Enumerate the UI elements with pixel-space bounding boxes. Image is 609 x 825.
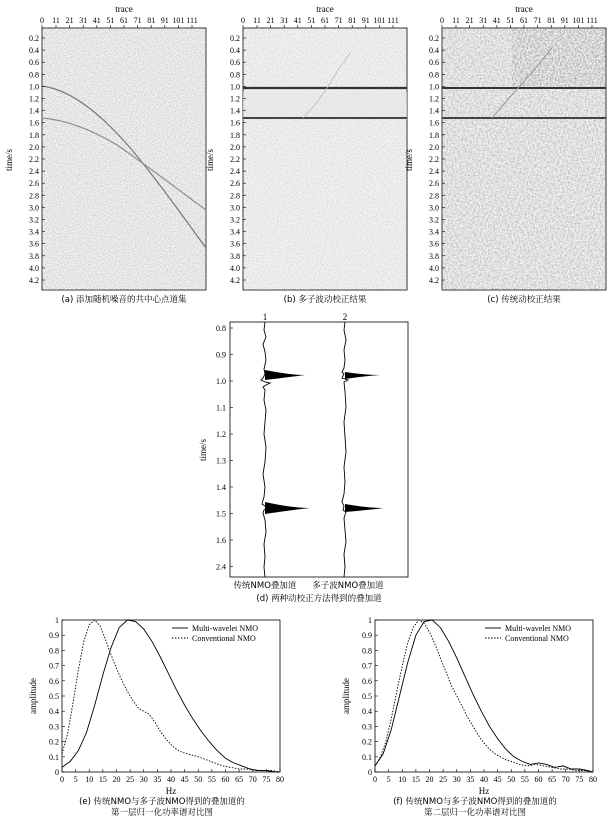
time-tick-label: 0.2 xyxy=(29,34,39,43)
time-tick-label: 4.0 xyxy=(429,263,439,273)
time-tick-label: 2.0 xyxy=(230,142,240,152)
x-tick-label: 40 xyxy=(480,775,488,784)
time-tick-label: 3.0 xyxy=(29,203,39,213)
y-tick-label: 0 xyxy=(55,768,59,777)
panel-e-caption-line2: 第一层归一化功率谱对比图 xyxy=(110,808,214,818)
time-tick-label: 4.0 xyxy=(230,263,240,273)
trace-tick-label: 31 xyxy=(280,16,289,25)
trace-tick-label: 61 xyxy=(120,16,128,25)
trace-tick-label: 101 xyxy=(572,16,585,25)
trace-tick-label: 41 xyxy=(293,16,302,25)
time-tick-label: 0.2 xyxy=(429,34,439,43)
time-tick-label: 3.4 xyxy=(29,227,39,237)
y-tick-labels xyxy=(362,616,372,777)
x-tick-label: 35 xyxy=(466,775,475,784)
trace-tick-label: 21 xyxy=(266,16,275,25)
multiwavelet-trace-label: 多子波NMO叠加道 xyxy=(312,581,384,591)
x-tick-label: 35 xyxy=(153,775,162,784)
y-tick-label: 0.9 xyxy=(49,631,59,641)
time-tick-label: 1.2 xyxy=(429,94,439,104)
time-tick-label: 1.0 xyxy=(230,82,240,92)
x-tick-label: 60 xyxy=(534,775,543,784)
trace-tick-label: 31 xyxy=(479,16,488,25)
x-tick-label: 80 xyxy=(589,775,597,784)
y-tick-label: 0.5 xyxy=(362,692,372,701)
x-tick-label: 55 xyxy=(207,775,216,784)
x-tick-label: 60 xyxy=(221,775,230,784)
trace-number-2: 2 xyxy=(342,312,348,322)
trace-tick-label: 41 xyxy=(492,16,501,25)
x-tick-label: 15 xyxy=(411,775,420,784)
trace-tick-label: 71 xyxy=(533,16,542,25)
time-tick-label: 2.6 xyxy=(429,179,439,189)
panel-f-caption-line1: (f) 传统NMO与多子波NMO得到的叠加道的 xyxy=(393,797,557,807)
time-tick-label: 3.8 xyxy=(429,251,439,261)
conventional-trace-label: 传统NMO叠加道 xyxy=(233,581,297,591)
time-tick-label: 0.6 xyxy=(429,58,439,68)
trace-tick-label: 0 xyxy=(40,16,44,25)
spectrum-chart-e xyxy=(28,616,284,818)
random-noise-texture xyxy=(243,28,407,290)
time-tick-label: 1.6 xyxy=(29,118,39,128)
y-tick-label: 0.1 xyxy=(49,752,59,762)
x-tick-label: 10 xyxy=(398,775,407,784)
time-tick-label: 2.4 xyxy=(429,167,439,177)
time-tick-label: 2.6 xyxy=(230,179,240,189)
x-tick-label: 70 xyxy=(248,775,257,784)
time-tick-label: 1.6 xyxy=(429,118,439,128)
traces-frame xyxy=(230,322,408,577)
time-axis-label: time/s xyxy=(4,149,14,171)
legend-label-multiwavelet: Multi-wavelet NMO xyxy=(505,624,571,633)
time-tick-label: 0.4 xyxy=(230,46,240,56)
x-tick-label: 10 xyxy=(85,775,94,784)
y-tick-label: 1 xyxy=(368,616,372,625)
trace-tick-labels xyxy=(40,16,198,28)
time-tick-label: 0.4 xyxy=(29,46,39,56)
x-tick-label: 15 xyxy=(98,775,107,784)
time-tick-label: 1.2 xyxy=(216,430,226,439)
time-tick-label: 1.0 xyxy=(429,82,439,92)
trace-tick-label: 51 xyxy=(506,16,515,25)
trace-tick-label: 0 xyxy=(241,16,245,25)
y-tick-label: 0.1 xyxy=(362,752,372,762)
x-tick-label: 30 xyxy=(452,775,461,784)
trace-axis-label: trace xyxy=(316,4,334,14)
y-tick-label: 0.7 xyxy=(49,661,59,671)
trace-tick-labels xyxy=(241,16,399,28)
trace-axis-label: trace xyxy=(115,4,133,14)
time-tick-label: 4.2 xyxy=(29,276,39,285)
x-axis-label: Hz xyxy=(478,786,490,796)
y-tick-label: 0.5 xyxy=(49,692,59,701)
trace-axis-label: trace xyxy=(515,4,533,14)
time-tick-label: 1.5 xyxy=(216,509,226,519)
trace-tick-label: 101 xyxy=(172,16,185,25)
time-tick-label: 3.0 xyxy=(230,203,240,213)
time-tick-label: 0.4 xyxy=(429,46,439,56)
seismic-panel-b xyxy=(205,4,407,305)
time-tick-label: 1.2 xyxy=(29,94,39,104)
y-tick-label: 0.8 xyxy=(49,646,59,656)
trace-tick-label: 91 xyxy=(361,16,370,25)
x-tick-label: 25 xyxy=(439,775,448,784)
trace-tick-label: 61 xyxy=(520,16,528,25)
time-axis-label: time/s xyxy=(198,439,208,461)
time-tick-label: 1.0 xyxy=(29,82,39,92)
y-axis-label: amplitude xyxy=(28,678,38,714)
trace-tick-label: 111 xyxy=(387,16,399,25)
panel-d-caption: (d) 两种动校正方法得到的叠加道 xyxy=(256,594,382,604)
time-tick-label: 3.0 xyxy=(429,203,439,213)
time-tick-label: 2.8 xyxy=(230,191,240,201)
time-tick-label: 3.2 xyxy=(230,215,240,225)
trace-tick-label: 41 xyxy=(92,16,101,25)
time-tick-label: 1.8 xyxy=(29,130,39,140)
legend-label-conventional: Conventional NMO xyxy=(505,634,569,643)
time-tick-label: 2.4 xyxy=(230,167,240,177)
time-tick-label: 0.2 xyxy=(230,34,240,43)
x-tick-label: 45 xyxy=(493,775,502,784)
trace-tick-label: 0 xyxy=(440,16,444,25)
y-tick-label: 0.6 xyxy=(362,676,372,686)
time-tick-label: 4.2 xyxy=(429,276,439,285)
y-tick-label: 0.3 xyxy=(49,722,59,732)
x-tick-label: 50 xyxy=(507,775,516,784)
time-tick-label: 1.2 xyxy=(230,94,240,104)
y-tick-label: 0.7 xyxy=(362,661,372,671)
x-tick-label: 80 xyxy=(276,775,284,784)
trace-tick-label: 21 xyxy=(65,16,74,25)
y-tick-label: 0.8 xyxy=(362,646,372,656)
x-tick-label: 65 xyxy=(235,775,244,784)
y-tick-label: 0.9 xyxy=(362,631,372,641)
time-tick-label: 2.8 xyxy=(29,191,39,201)
time-tick-label: 2.2 xyxy=(429,155,439,164)
time-tick-label: 2.4 xyxy=(216,562,226,572)
y-tick-label: 0.2 xyxy=(362,737,372,747)
trace-tick-label: 61 xyxy=(321,16,329,25)
random-noise-texture xyxy=(42,28,206,290)
time-tick-label: 3.6 xyxy=(230,239,240,249)
y-tick-label: 0.4 xyxy=(49,707,59,717)
y-tick-label: 0.3 xyxy=(362,722,372,732)
y-tick-label: 0.2 xyxy=(49,737,59,747)
time-axis-label: time/s xyxy=(205,149,215,171)
spectrum-chart-f xyxy=(341,616,597,818)
x-tick-label: 70 xyxy=(561,775,570,784)
y-tick-label: 0.6 xyxy=(49,676,59,686)
time-tick-label: 1.6 xyxy=(216,536,226,545)
time-tick-label: 1.8 xyxy=(429,130,439,140)
y-tick-label: 1 xyxy=(55,616,59,625)
time-tick-label: 2.8 xyxy=(429,191,439,201)
seismic-panel-c xyxy=(404,4,606,305)
trace-tick-label: 71 xyxy=(334,16,343,25)
y-tick-label: 0 xyxy=(368,768,372,777)
x-tick-label: 50 xyxy=(194,775,203,784)
trace-tick-label: 81 xyxy=(348,16,357,25)
panel-a-caption: (a) 添加随机噪音的共中心点道集 xyxy=(61,295,187,305)
time-axis-label: time/s xyxy=(404,149,414,171)
x-tick-label: 65 xyxy=(548,775,557,784)
trace-tick-label: 91 xyxy=(560,16,569,25)
time-tick-label: 1.8 xyxy=(230,130,240,140)
x-tick-label: 40 xyxy=(167,775,175,784)
x-tick-label: 30 xyxy=(139,775,148,784)
time-tick-label: 3.2 xyxy=(29,215,39,225)
time-tick-label: 4.0 xyxy=(29,263,39,273)
time-tick-label: 3.6 xyxy=(29,239,39,249)
trace-tick-label: 11 xyxy=(452,16,460,25)
time-tick-label: 2.0 xyxy=(429,142,439,152)
trace-tick-label: 111 xyxy=(586,16,598,25)
x-tick-label: 20 xyxy=(425,775,434,784)
trace-tick-label: 111 xyxy=(186,16,198,25)
panel-f-caption-line2: 第二层归一化功率谱对比图 xyxy=(423,808,527,818)
trace-tick-label: 51 xyxy=(106,16,115,25)
time-tick-label: 1.6 xyxy=(230,118,240,128)
seismic-panel-a xyxy=(4,4,206,305)
time-tick-label: 0.8 xyxy=(29,70,39,80)
time-tick-label: 1.0 xyxy=(216,377,226,386)
x-tick-label: 75 xyxy=(575,775,584,784)
x-tick-label: 75 xyxy=(262,775,271,784)
time-tick-label: 1.1 xyxy=(216,403,226,413)
x-tick-label: 0 xyxy=(60,775,64,784)
time-tick-label: 2.4 xyxy=(29,167,39,177)
time-tick-label: 3.4 xyxy=(230,227,240,237)
legend-label-multiwavelet: Multi-wavelet NMO xyxy=(192,624,258,633)
x-axis-label: Hz xyxy=(165,786,177,796)
panel-e-caption-line1: (e) 传统NMO与多子波NMO得到的叠加道的 xyxy=(79,797,245,807)
time-tick-label: 3.8 xyxy=(29,251,39,261)
trace-tick-label: 11 xyxy=(253,16,261,25)
trace-tick-label: 21 xyxy=(465,16,474,25)
y-tick-labels xyxy=(49,616,59,777)
x-tick-label: 20 xyxy=(112,775,121,784)
time-tick-label: 4.2 xyxy=(230,276,240,285)
x-tick-label: 55 xyxy=(520,775,529,784)
trace-tick-label: 31 xyxy=(79,16,88,25)
panel-b-caption: (b) 多子波动校正结果 xyxy=(283,295,367,305)
time-tick-label: 2.0 xyxy=(29,142,39,152)
stacked-traces-panel xyxy=(198,312,408,604)
x-tick-label: 5 xyxy=(386,775,391,784)
time-tick-label: 2.2 xyxy=(230,155,240,164)
time-tick-label: 0.6 xyxy=(230,58,240,68)
time-tick-label: 1.4 xyxy=(216,483,226,492)
panel-c-caption: (c) 传统动校正结果 xyxy=(487,295,561,305)
time-tick-label: 0.6 xyxy=(29,58,39,68)
trace-tick-label: 101 xyxy=(373,16,386,25)
time-tick-label: 2.6 xyxy=(29,179,39,189)
time-tick-label: 0.8 xyxy=(429,70,439,80)
trace-tick-label: 81 xyxy=(147,16,156,25)
time-tick-label: 0.8 xyxy=(230,70,240,80)
legend-label-conventional: Conventional NMO xyxy=(192,634,256,643)
time-tick-label: 1.4 xyxy=(29,106,39,116)
time-tick-label: 3.6 xyxy=(429,239,439,249)
trace-tick-label: 71 xyxy=(133,16,142,25)
time-tick-label: 2.2 xyxy=(29,155,39,164)
trace-tick-label: 81 xyxy=(547,16,556,25)
x-tick-label: 5 xyxy=(73,775,78,784)
time-tick-label: 1.4 xyxy=(429,106,439,116)
y-tick-label: 0.4 xyxy=(362,707,372,717)
y-axis-label: amplitude xyxy=(341,678,351,714)
time-tick-label: 3.4 xyxy=(429,227,439,237)
trace-tick-label: 91 xyxy=(160,16,169,25)
x-tick-label: 0 xyxy=(373,775,377,784)
trace-number-1: 1 xyxy=(262,312,268,322)
stretch-zone xyxy=(243,92,407,120)
trace-tick-label: 51 xyxy=(307,16,316,25)
time-tick-label: 3.8 xyxy=(230,251,240,261)
x-tick-labels xyxy=(373,775,597,784)
time-tick-label: 0.9 xyxy=(216,350,226,360)
trace-tick-labels xyxy=(440,16,598,28)
trace-tick-label: 11 xyxy=(52,16,60,25)
time-tick-label: 1.4 xyxy=(230,106,240,116)
time-tick-label: 0.8 xyxy=(216,324,226,333)
x-tick-labels xyxy=(60,775,284,784)
time-tick-label: 1.3 xyxy=(216,456,226,466)
x-tick-label: 45 xyxy=(180,775,189,784)
time-tick-label: 3.2 xyxy=(429,215,439,225)
x-tick-label: 25 xyxy=(126,775,135,784)
